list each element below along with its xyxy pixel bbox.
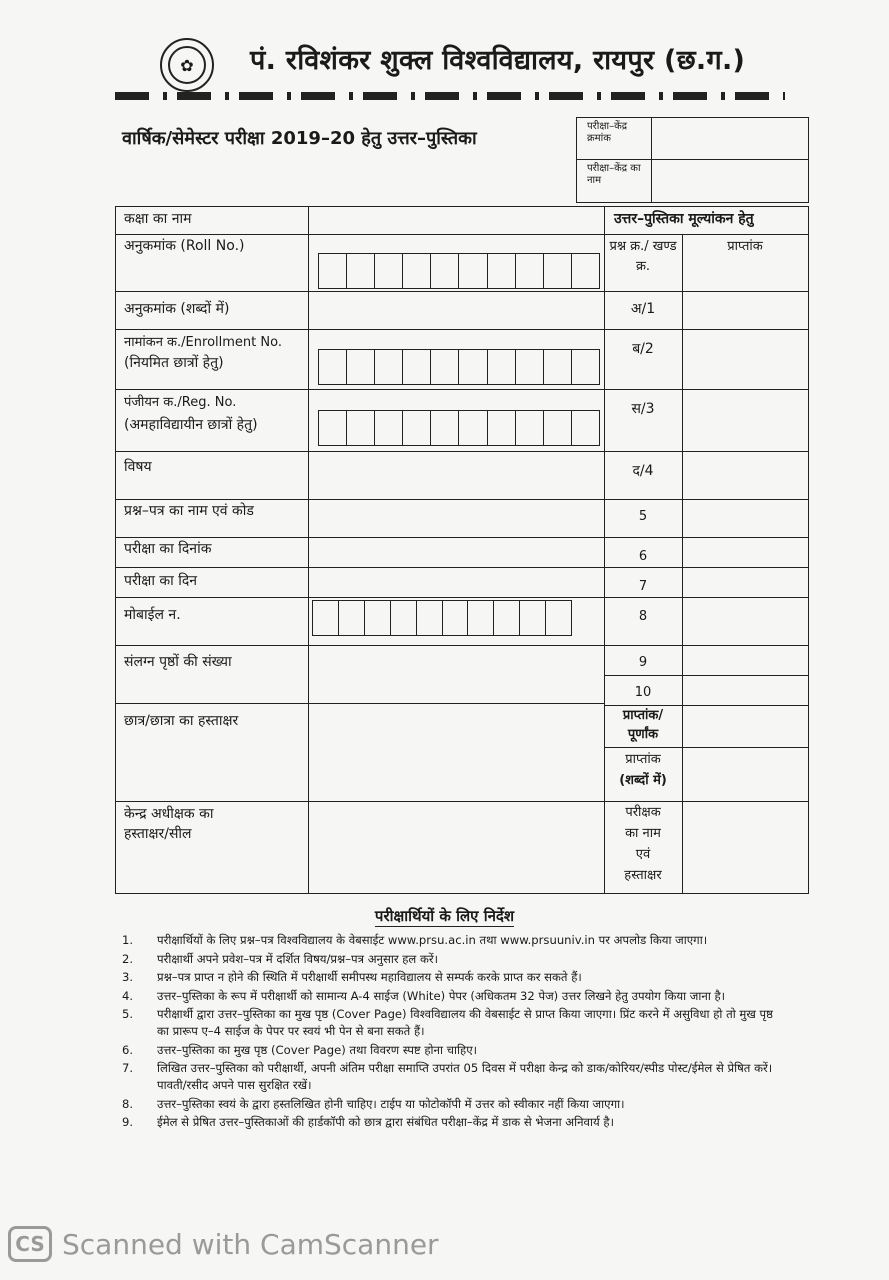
q-row-7: 7 <box>638 579 648 594</box>
list-item: 6. उत्तर–पुस्तिका का मुख पृष्ठ (Cover Page) तथा विवरण स्पष्ट होना चाहिए। <box>122 1042 478 1057</box>
superintendent-seal-label: हस्ताक्षर/सील <box>124 826 192 842</box>
q-row-5: 5 <box>638 509 648 524</box>
class-name-label: कक्षा का नाम <box>124 211 192 227</box>
examiner-label-1: परीक्षक <box>625 805 661 820</box>
list-item: 4. उत्तर–पुस्तिका के रूप में परीक्षार्थी को सामान्य A-4 साईज (White) पेपर (अधिकतम 32 पेज) उत्तर लिखने हेतु उपयोग किया जाना है। <box>122 988 726 1003</box>
instructions-title: परीक्षार्थियों के लिए निर्देश <box>374 907 515 925</box>
list-item: 7. लिखित उत्तर–पुस्तिका को परीक्षार्थी, अपनी अंतिम परीक्षा समाप्ति उपरांत 05 दिवस में परीक्षा केन्द्र को डाक/कोरियर/स्पीड पोस्ट/ईमेल से प्रेषित करें। पावती/रसीद अपने पास सुरक्षित रखें। <box>122 1061 773 1092</box>
centre-code-label: परीक्षा–केंद्र क्रमांक <box>587 121 628 144</box>
pages-label: संलग्न पृष्ठों की संख्या <box>124 654 232 670</box>
q-row-2: ब/2 <box>632 341 654 357</box>
exam-date-label: परीक्षा का दिनांक <box>124 541 212 557</box>
roll-no-label: अनुकमांक (Roll No.) <box>124 238 245 254</box>
question-col-header: प्रश्न क्र./ खण्ड क्र. <box>609 239 677 274</box>
form-heading: वार्षिक/सेमेस्टर परीक्षा 2019–20 हेतु उत्तर–पुस्तिका <box>122 128 477 149</box>
enrollment-label: नामांकन क./Enrollment No. <box>124 335 282 350</box>
q-row-3: स/3 <box>631 401 655 417</box>
list-item: 9. ईमेल से प्रेषित उत्तर–पुस्तिकाओं की हार्डकॉपी को छात्र द्वारा संबंधित परीक्षा–केंद्र में डाक से भेजना अनिवार्य है। <box>122 1115 614 1129</box>
list-item: 2. परीक्षार्थी अपने प्रवेश–पत्र में दर्शित विषय/प्रश्न–पत्र अनुसार हल करें। <box>122 951 438 966</box>
camscanner-watermark <box>8 1226 439 1262</box>
emblem-icon: ✿ <box>168 46 206 84</box>
paper-label: प्रश्न–पत्र का नाम एवं कोड <box>124 503 254 519</box>
max-marks-label: पूर्णांक <box>627 727 659 742</box>
q-row-10: 10 <box>634 685 652 700</box>
q-row-1: अ/1 <box>630 301 656 317</box>
q-row-6: 6 <box>638 549 648 564</box>
instructions-list <box>122 932 777 1133</box>
exam-centre-box <box>576 117 809 203</box>
marks-col-header: प्राप्तांक <box>727 239 763 254</box>
enrollment-boxes[interactable] <box>318 349 600 385</box>
reg-label: पंजीयन क./Reg. No. <box>124 395 237 410</box>
answer-sheet-form <box>115 206 809 894</box>
list-item: 1. परीक्षार्थियों के लिए प्रश्न–पत्र विश्वविद्यालय के वेबसाईट www.prsu.ac.in तथा www.prsuuniv.in पर अपलोड किया जाएगा। <box>122 933 708 947</box>
q-row-4: द/4 <box>632 463 654 479</box>
university-name: पं. रविशंकर शुक्ल विश्वविद्यालय, रायपुर (छ.ग.) <box>250 45 746 76</box>
exam-day-label: परीक्षा का दिन <box>124 573 198 589</box>
q-row-8: 8 <box>638 609 648 624</box>
enrollment-note: (नियमित छात्रों हेतु) <box>124 355 224 371</box>
reg-note: (अमहाविद्यायीन छात्रों हेतु) <box>124 417 258 433</box>
examiner-label-4: हस्ताक्षर <box>624 868 662 883</box>
mobile-boxes[interactable] <box>312 600 572 636</box>
roll-no-boxes[interactable] <box>318 253 600 289</box>
roll-words-label: अनुकमांक (शब्दों में) <box>124 301 230 317</box>
centre-name-label: परीक्षा–केंद्र का नाम <box>587 163 641 186</box>
q-row-9: 9 <box>638 655 648 670</box>
reg-no-boxes[interactable] <box>318 410 600 446</box>
list-item: 5. परीक्षार्थी द्वारा उत्तर–पुस्तिका का मुख पृष्ठ (Cover Page) विश्वविद्यालय की वेबसाईट से प्राप्त किया जाएगा। प्रिंट करने में असुविधा हो तो मुख पृष्ठ का प्रारूप ए–4 साईज के पेपर पर स्वयं भी पेन से बना सकते हैं। <box>122 1007 773 1038</box>
camscanner-logo-icon: CS <box>8 1226 52 1262</box>
header-divider <box>115 92 785 100</box>
marks-words-label: प्राप्तांक <box>625 752 661 767</box>
subject-label: विषय <box>124 459 152 475</box>
examiner-label-3: एवं <box>635 847 651 862</box>
examiner-label-2: का नाम <box>625 826 661 841</box>
total-label: प्राप्तांक/ <box>622 708 664 723</box>
university-logo <box>160 38 214 92</box>
marks-words-note: (शब्दों में) <box>619 773 667 788</box>
student-sign-label: छात्र/छात्रा का हस्ताक्षर <box>124 713 239 729</box>
watermark-text: Scanned with CamScanner <box>62 1227 439 1261</box>
superintendent-label: केन्द्र अधीक्षक का <box>124 806 214 822</box>
evaluation-header: उत्तर–पुस्तिका मूल्यांकन हेतु <box>614 211 754 227</box>
mobile-label: मोबाईल न. <box>124 607 181 623</box>
list-item: 3. प्रश्न–पत्र प्राप्त न होने की स्थिति में परीक्षार्थी समीपस्थ महाविद्यालय से सम्पर्क करके प्राप्त कर सकते हैं। <box>122 970 582 984</box>
list-item: 8. उत्तर–पुस्तिका स्वयं के द्वारा हस्तलिखित होनी चाहिए। टाईप या फोटोकॉपी में उत्तर को स्वीकार नहीं किया जाएगा। <box>122 1096 625 1111</box>
